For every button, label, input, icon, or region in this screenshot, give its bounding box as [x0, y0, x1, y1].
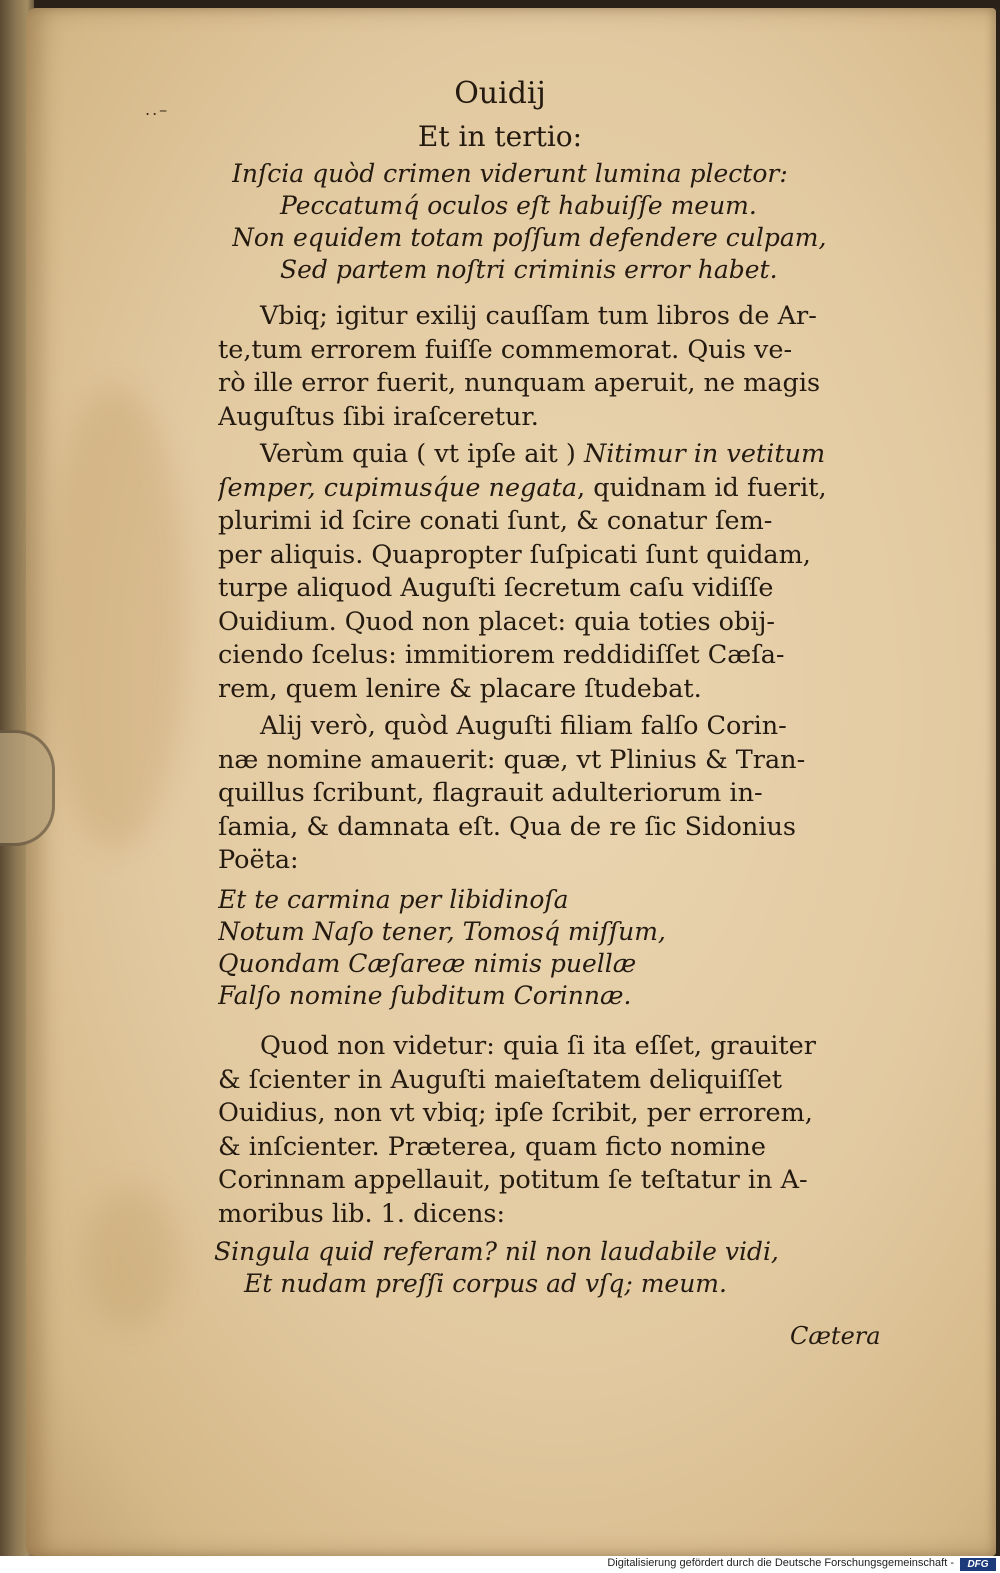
quotation-run: Nitimur in vetitum — [583, 439, 826, 469]
water-stain — [86, 1188, 176, 1328]
text-line: per aliquis. Quapropter ſuſpicati ſunt quidam, — [218, 539, 811, 570]
text-line: Quod non videtur: quia ſi ita eſſet, grauiter — [260, 1031, 816, 1061]
section-heading: Et in tertio: — [417, 120, 583, 153]
text-run: Verùm quia ( vt ipſe ait ) — [260, 439, 584, 469]
text-line: Alij verò, quòd Auguſti filiam falſo Corin- — [260, 711, 787, 741]
verse-line: Inſcia quòd crimen viderunt lumina plector: — [232, 159, 788, 188]
text-line — [218, 472, 890, 506]
verse-block-1 — [232, 158, 904, 286]
text-line: rò ille error fuerit, nunquam aperuit, ne magis — [218, 368, 821, 398]
text-line: Ouidius, non vt vbiq; ipſe ſcribit, per errorem, — [218, 1098, 813, 1128]
verse-line: Sed partem noſtri criminis error habet. — [280, 255, 778, 284]
text-line: Auguſtus ſibi iraſceretur. — [218, 401, 539, 432]
text-run: , quidnam id fuerit, — [577, 472, 827, 503]
paragraph-4 — [218, 1030, 890, 1231]
text-line: Poëta: — [218, 845, 299, 875]
paragraph-2 — [218, 438, 890, 706]
verse-block-3 — [214, 1236, 886, 1300]
verse-line: Falſo nomine ſubditum Corinnæ. — [218, 981, 632, 1010]
paragraph-1 — [218, 300, 890, 434]
verse-line: Notum Naſo tener, Tomosq́ miſſum, — [218, 917, 666, 946]
water-stain — [46, 388, 186, 848]
funding-notice: Digitalisierung gefördert durch die Deutsche Forschungsgemeinschaft - — [607, 1557, 954, 1569]
text-line — [218, 438, 890, 472]
text-line: turpe aliquod Auguſti ſecretum caſu vidiſſe — [218, 573, 774, 603]
text-line: rem, quem lenire & placare ſtudebat. — [218, 673, 702, 704]
verse-line: Peccatumq́ oculos eſt habuiſſe meum. — [280, 191, 757, 220]
text-line: & inſcienter. Præterea, quam ficto nomine — [218, 1131, 766, 1162]
verse-line: Quondam Cæſareæ nimis puellæ — [218, 949, 637, 978]
text-line: Ouidium. Quod non placet: quia toties obij- — [218, 606, 776, 637]
text-line: te,tum errorem fuiſſe commemorat. Quis ve- — [218, 334, 793, 365]
quotation-run: ſemper, cupimusq́ue negata — [218, 472, 578, 503]
running-head: Ouidij — [454, 76, 546, 111]
verse-line: Singula quid referam? nil non laudabile vidi, — [214, 1237, 779, 1266]
corner-mark: ..– — [145, 100, 170, 119]
text-line: plurimi id ſcire conati ſunt, & conatur ſem- — [218, 506, 773, 536]
text-line: Corinnam appellauit, potitum ſe teſtatur in A- — [218, 1165, 808, 1195]
text-line: moribus lib. 1. dicens: — [218, 1198, 506, 1229]
dfg-logo-icon: DFG — [960, 1558, 996, 1571]
text-line: Vbiq; igitur exilij cauſſam tum libros de Ar- — [260, 301, 817, 331]
text-line: næ nomine amauerit: quæ, vt Plinius & Tran- — [218, 744, 806, 775]
book-clasp — [0, 730, 55, 846]
verse-block-2 — [218, 884, 890, 1012]
text-line: quillus ſcribunt, flagrauit adulteriorum in- — [218, 778, 763, 808]
text-line: ciendo ſcelus: immitiorem reddidiſſet Cæſa- — [218, 640, 785, 670]
verse-line: Non equidem totam poſſum defendere culpam, — [232, 223, 827, 252]
text-line: ſamia, & damnata eſt. Qua de re ſic Sidonius — [218, 811, 796, 842]
paragraph-3 — [218, 710, 890, 878]
text-line: & ſcienter in Auguſti maieſtatem deliquiſſet — [218, 1064, 783, 1095]
catchword: Cætera — [790, 1322, 881, 1350]
verse-line: Et nudam preſſi corpus ad vſq; meum. — [244, 1269, 727, 1298]
verse-line: Et te carmina per libidinoſa — [218, 885, 569, 914]
